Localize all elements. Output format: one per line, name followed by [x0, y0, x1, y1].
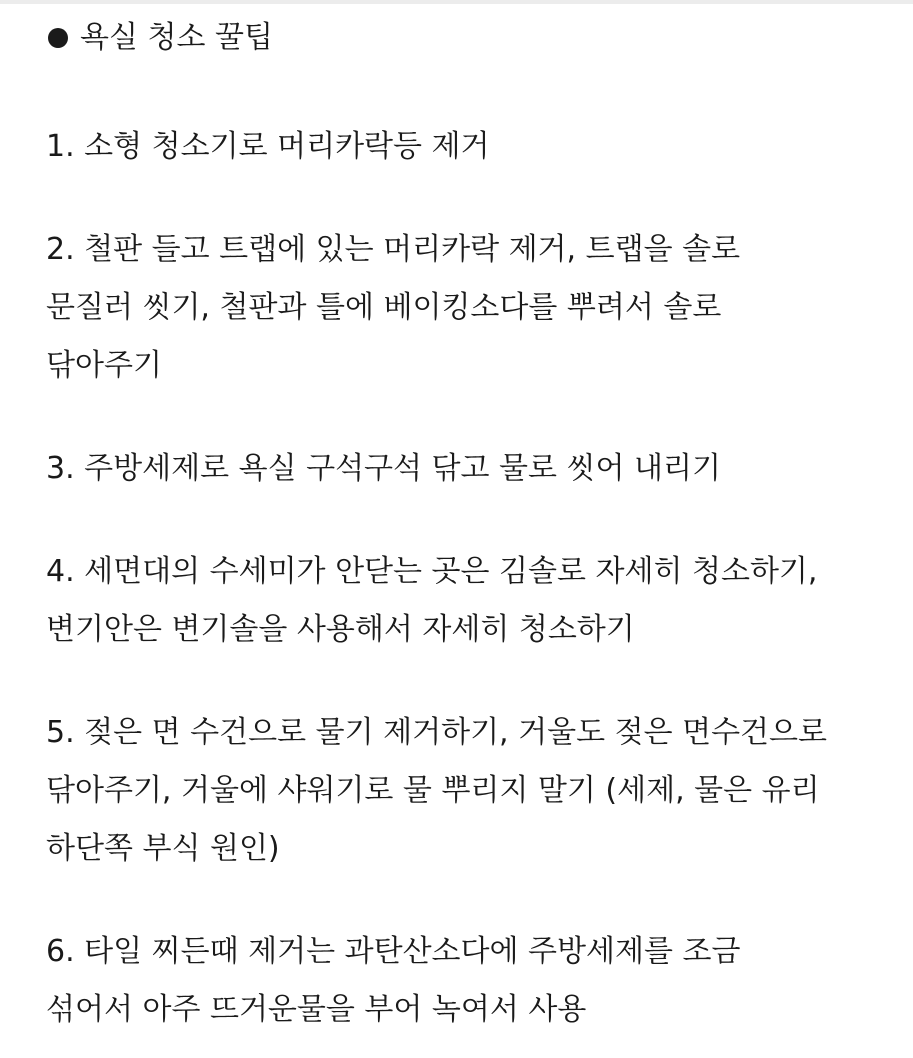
- tip-line: 문질러 씻기, 철판과 틀에 베이킹소다를 뿌려서 솔로: [46, 290, 722, 325]
- tip-line: 하단쪽 부식 원인): [46, 831, 280, 866]
- tip-line: 4. 세면대의 수세미가 안닫는 곳은 김솔로 자세히 청소하기,: [46, 554, 818, 589]
- top-divider: [0, 0, 913, 4]
- tip-item-1: [46, 118, 906, 176]
- tip-item-5: [46, 704, 906, 878]
- tip-line: 1. 소형 청소기로 머리카락등 제거: [46, 129, 490, 164]
- bullet-icon: [48, 28, 68, 48]
- tip-line: 3. 주방세제로 욕실 구석구석 닦고 물로 씻어 내리기: [46, 451, 721, 486]
- tip-item-3: [46, 440, 906, 498]
- tip-line: 섞어서 아주 뜨거운물을 부어 녹여서 사용: [46, 992, 587, 1027]
- tip-line: 5. 젖은 면 수건으로 물기 제거하기, 거울도 젖은 면수건으로: [46, 715, 827, 750]
- note-heading: [46, 14, 906, 62]
- tip-line: 닦아주기, 거울에 샤워기로 물 뿌리지 말기 (세제, 물은 유리: [46, 773, 820, 808]
- note-title: 욕실 청소 꿀팁: [80, 20, 273, 55]
- tip-item-4: [46, 543, 906, 659]
- tip-item-2: [46, 221, 906, 395]
- tip-line: 변기안은 변기솔을 사용해서 자세히 청소하기: [46, 612, 635, 647]
- tip-line: 6. 타일 찌든때 제거는 과탄산소다에 주방세제를 조금: [46, 934, 741, 969]
- tip-line: 2. 철판 들고 트랩에 있는 머리카락 제거, 트랩을 솔로: [46, 232, 741, 267]
- tip-item-6: [46, 923, 906, 1039]
- note-body: [46, 14, 906, 1039]
- tip-line: 닦아주기: [46, 348, 162, 383]
